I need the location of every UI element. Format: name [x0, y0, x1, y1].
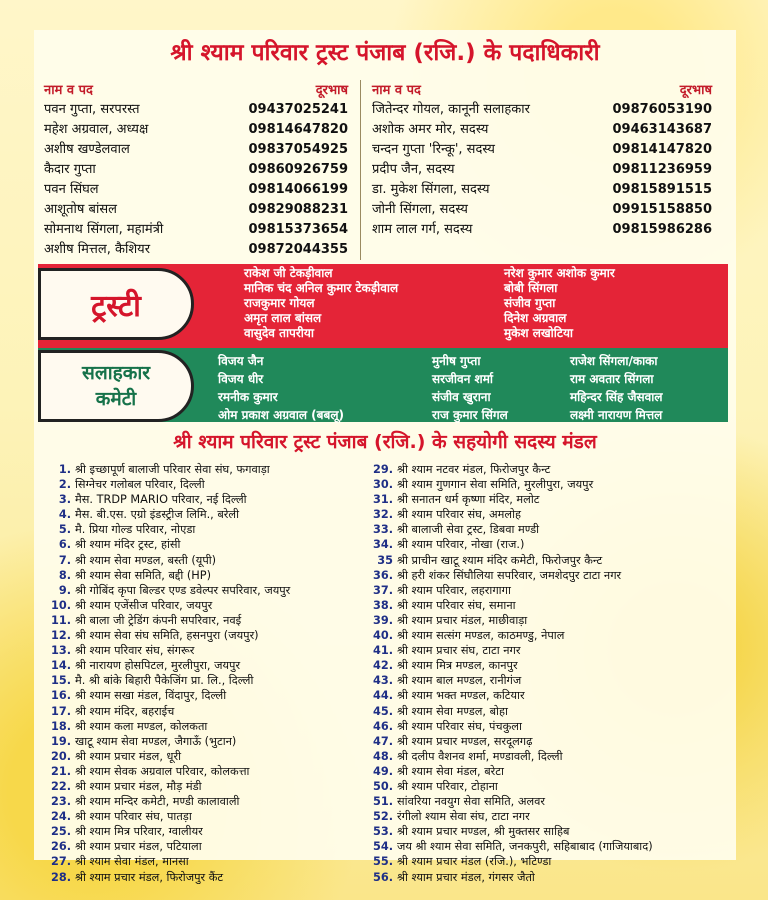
member-number: 27.	[50, 855, 71, 869]
trustee-col-1	[244, 266, 398, 341]
member-name: श्री श्याम गुणगान सेवा समिति, मुरलीपुरा, जयपुर	[397, 478, 594, 492]
member-item	[364, 824, 736, 839]
member-number: 32.	[372, 508, 393, 522]
officer-phone: 09860926759	[248, 162, 348, 177]
trustee-name: अमृत लाल बांसल	[244, 311, 322, 325]
member-number: 38.	[372, 598, 393, 612]
officers-header	[44, 80, 348, 100]
members-title: श्री श्याम परिवार ट्रस्ट पंजाब (रजि.) के सहयोगी सदस्य मंडल	[173, 431, 597, 453]
officer-name: जोनी सिंगला, सदस्य	[372, 202, 468, 217]
member-name: श्री श्याम परिवार संघ, संगरूर	[75, 644, 195, 658]
trustee-name: बोबी सिंगला	[504, 281, 558, 295]
officers-left	[44, 80, 348, 260]
member-name: श्री श्याम कला मण्डल, कोलकता	[75, 719, 208, 733]
member-name: श्री श्याम मित्र परिवार, ग्वालीयर	[75, 825, 203, 839]
member-name: रंगीलो श्याम सेवा संघ, टाटा नगर	[397, 810, 530, 824]
member-number: 36.	[372, 568, 393, 582]
committee-member: विजय धीर	[218, 372, 264, 386]
member-number: 56.	[372, 870, 393, 884]
trustee-name: मुकेश लखोटिया	[504, 326, 574, 340]
officer-row	[44, 120, 348, 140]
officer-phone: 09837054925	[248, 142, 348, 157]
member-number: 46.	[372, 719, 393, 733]
member-item	[42, 734, 372, 749]
trustee-label: ट्रस्टी	[38, 268, 194, 340]
member-name: श्री श्याम परिवार, लहरागागा	[397, 583, 511, 597]
member-number: 49.	[372, 764, 393, 778]
member-number: 17.	[50, 704, 71, 718]
officer-phone: 09437025241	[248, 102, 348, 117]
member-item	[364, 492, 736, 507]
member-item	[364, 839, 736, 854]
member-name: श्री श्याम सखा मंडल, विंदापुर, दिल्ली	[75, 689, 227, 703]
member-item	[364, 553, 736, 568]
member-name: श्री श्याम सेवक अग्रवाल परिवार, कोलकत्ता	[75, 764, 250, 778]
member-name: श्री बाला जी ट्रेडिंग कंपनी सपरिवार, नवई	[75, 613, 242, 627]
member-name: श्री श्याम परिवार संघ, पंचकुला	[397, 719, 522, 733]
trustee-name: दिनेश अग्रवाल	[504, 311, 567, 325]
member-item	[42, 779, 372, 794]
member-number: 22.	[50, 779, 71, 793]
officer-phone: 09814147820	[612, 142, 712, 157]
committee-member: सरजीवन शर्मा	[432, 372, 493, 386]
member-item	[364, 568, 736, 583]
member-number: 24.	[50, 810, 71, 824]
member-number: 6.	[58, 538, 71, 552]
trustee-name: नरेश कुमार अशोक कुमार	[504, 266, 615, 280]
member-item	[364, 719, 736, 734]
member-number: 33.	[372, 523, 393, 537]
trustee-name: वासुदेव तापरीया	[244, 326, 314, 340]
officer-phone: 09814647820	[248, 122, 348, 137]
trustee-name: मानिक चंद अनिल कुमार टेकड़ीवाल	[244, 281, 399, 295]
officer-name: अशोक अमर मोर, सदस्य	[372, 122, 489, 137]
member-name: खाटू श्याम सेवा मण्डल, जैगाऊँ (भुटान)	[75, 734, 237, 748]
officer-name: पवन गुप्ता, सरपरस्त	[44, 102, 140, 117]
officer-name: डा. मुकेश सिंगला, सदस्य	[372, 182, 490, 197]
officer-phone: 09811236959	[612, 162, 712, 177]
member-number: 1.	[58, 463, 71, 476]
member-number: 19.	[50, 734, 71, 748]
column-divider	[360, 80, 361, 260]
member-name: श्री दलीप वैशनव शर्मा, मण्डावली, दिल्ली	[397, 749, 563, 763]
member-number: 26.	[50, 840, 71, 854]
member-number: 47.	[372, 734, 393, 748]
member-name: सांवरिया नवयुग सेवा समिति, अलवर	[397, 795, 546, 809]
member-name: श्री श्याम सेवा संघ समिति, हसनपुरा (जयपुर)	[75, 629, 259, 643]
officer-row	[372, 160, 712, 180]
member-name: श्री श्याम सेवा मण्डल, बस्ती (यूपी)	[75, 553, 217, 567]
member-item	[364, 704, 736, 719]
member-number: 44.	[372, 689, 393, 703]
officer-phone: 09463143687	[612, 122, 712, 137]
member-name: श्री श्याम मन्दिर कमेटी, मण्डी कालावाली	[75, 795, 240, 809]
committee-label-line2: कमेटी	[95, 388, 137, 410]
member-item	[42, 613, 372, 628]
officer-phone: 09829088231	[248, 202, 348, 217]
trustee-col-2	[504, 266, 615, 341]
officer-name: जितेन्दर गोयल, कानूनी सलाहकार	[372, 102, 530, 117]
member-name: श्री श्याम सत्संग मण्डल, काठमण्डु, नेपाल	[397, 629, 565, 643]
member-item	[42, 477, 372, 492]
committee-col-1	[218, 352, 344, 424]
member-name: श्री श्याम प्रचार मंडल, फिरोजपुर कैंट	[75, 870, 224, 884]
member-number: 3.	[58, 493, 71, 507]
member-name: मैस. TRDP MARIO परिवार, नई दिल्ली	[75, 493, 247, 507]
member-item	[42, 643, 372, 658]
officer-row	[44, 240, 348, 260]
committee-member: संजीव खुराना	[432, 390, 491, 404]
officer-phone: 09814066199	[248, 182, 348, 197]
member-item	[42, 794, 372, 809]
member-number: 54.	[372, 840, 393, 854]
member-item	[42, 583, 372, 598]
committee-label	[38, 350, 194, 422]
member-item	[42, 688, 372, 703]
member-number: 13.	[50, 644, 71, 658]
member-name: श्री श्याम मंदिर ट्रस्ट, हांसी	[75, 538, 181, 552]
member-name: श्री नारायण होसपिटल, मुरलीपुरा, जयपुर	[75, 659, 241, 673]
member-number: 41.	[372, 644, 393, 658]
member-number: 10.	[50, 598, 71, 612]
member-name: श्री हरी शंकर सिंघौलिया सपरिवार, जमशेदपुर टाटा नगर	[397, 568, 622, 582]
committee-label-line1: सलाहकार	[81, 362, 151, 384]
member-name: श्री श्याम प्रचार मण्डल, श्री मुक्तसर साहिब	[397, 825, 570, 839]
officers-right	[372, 80, 712, 240]
header-phone: दूरभाष	[679, 83, 712, 98]
member-item	[364, 583, 736, 598]
member-number: 2.	[58, 478, 71, 492]
member-number: 7.	[58, 553, 71, 567]
member-name: श्री श्याम मित्र मण्डल, कानपुर	[397, 659, 518, 673]
member-name: श्री श्याम बाल मण्डल, रानीगंज	[397, 674, 522, 688]
member-item	[364, 658, 736, 673]
member-name: श्री श्याम एजेंसीज परिवार, जयपुर	[75, 598, 213, 612]
member-item	[42, 809, 372, 824]
member-item	[42, 492, 372, 507]
committee-member: महिन्दर सिंह जैसवाल	[570, 390, 663, 404]
committee-col-3	[570, 352, 663, 424]
member-name: श्री श्याम मंदिर, बहराईच	[75, 704, 175, 718]
member-number: 29.	[372, 463, 393, 476]
header-phone: दूरभाष	[315, 83, 348, 98]
member-number: 35	[377, 553, 393, 567]
member-item	[364, 764, 736, 779]
officer-name: पवन सिंघल	[44, 182, 99, 197]
member-number: 40.	[372, 629, 393, 643]
member-item	[364, 809, 736, 824]
officer-phone: 09876053190	[612, 102, 712, 117]
member-item	[42, 553, 372, 568]
member-name: श्री श्याम सेवा मंडल, बरेटा	[397, 764, 504, 778]
member-number: 52.	[372, 810, 393, 824]
officer-phone: 09815891515	[612, 182, 712, 197]
member-number: 43.	[372, 674, 393, 688]
member-item	[364, 598, 736, 613]
member-name: श्री श्याम भक्त मण्डल, कटियार	[397, 689, 525, 703]
member-item	[42, 673, 372, 688]
member-item	[364, 673, 736, 688]
member-number: 28.	[50, 870, 71, 884]
officer-row	[372, 200, 712, 220]
member-number: 34.	[372, 538, 393, 552]
officer-name: अशीष खण्डेलवाल	[44, 142, 130, 157]
header-name: नाम व पद	[372, 83, 421, 98]
member-number: 18.	[50, 719, 71, 733]
member-item	[364, 522, 736, 537]
committee-member: लक्ष्मी नारायण मित्तल	[570, 408, 663, 422]
member-item	[364, 794, 736, 809]
committee-member: राजेश सिंगला/काका	[570, 354, 658, 368]
member-number: 55.	[372, 855, 393, 869]
member-name: श्री श्याम प्रचार मंडल (रजि.), भटिण्डा	[397, 855, 552, 869]
member-number: 45.	[372, 704, 393, 718]
member-item	[42, 628, 372, 643]
committee-col-2	[432, 352, 508, 424]
member-name: श्री श्याम नटवर मंडल, फिरोजपुर कैन्ट	[397, 463, 551, 476]
member-number: 23.	[50, 795, 71, 809]
member-number: 21.	[50, 764, 71, 778]
member-number: 11.	[50, 613, 71, 627]
member-item	[42, 522, 372, 537]
officer-row	[44, 100, 348, 120]
member-number: 20.	[50, 749, 71, 763]
members-right-list	[364, 462, 736, 885]
member-name: श्री बालाजी सेवा ट्रस्ट, डिबवा मण्डी	[397, 523, 540, 537]
member-name: मै. प्रिया गोल्ड परिवार, नोएडा	[75, 523, 196, 537]
member-name: श्री श्याम परिवार, नोखा (राज.)	[397, 538, 525, 552]
member-number: 14.	[50, 659, 71, 673]
member-item	[42, 568, 372, 583]
member-number: 53.	[372, 825, 393, 839]
member-name: श्री श्याम सेवा मण्डल, बोहा	[397, 704, 508, 718]
officer-row	[44, 160, 348, 180]
member-name: श्री श्याम प्रचार मंडल, धूरी	[75, 749, 182, 763]
committee-member: रमनीक कुमार	[218, 390, 278, 404]
member-number: 15.	[50, 674, 71, 688]
member-number: 8.	[58, 568, 71, 582]
member-name: श्री श्याम प्रचार मंडल, पटियाला	[75, 840, 202, 854]
member-item	[364, 507, 736, 522]
member-number: 51.	[372, 795, 393, 809]
member-number: 42.	[372, 659, 393, 673]
member-item	[364, 749, 736, 764]
committee-member: राम अवतार सिंगला	[570, 372, 654, 386]
officer-row	[44, 180, 348, 200]
member-name: मै. श्री बांके बिहारी पैकेजिंग प्रा. लि., दिल्ली	[75, 674, 254, 688]
member-item	[364, 779, 736, 794]
member-name: श्री श्याम प्रचार मंडल, माछीवाड़ा	[397, 613, 528, 627]
member-name: श्री प्राचीन खाटू श्याम मंदिर कमेटी, फिरोजपुर कैन्ट	[397, 553, 603, 567]
member-number: 5.	[58, 523, 71, 537]
member-item	[364, 854, 736, 869]
officer-phone: 09872044355	[248, 242, 348, 257]
committee-member: मुनीष गुप्ता	[432, 354, 481, 368]
member-item	[364, 870, 736, 885]
officer-name: प्रदीप जैन, सदस्य	[372, 162, 455, 177]
member-name: श्री श्याम प्रचार मण्डल, सरदूलगढ़	[397, 734, 533, 748]
member-item	[364, 688, 736, 703]
officers-header	[372, 80, 712, 100]
trustee-name: राकेश जी टेकड़ीवाल	[244, 266, 333, 280]
officer-row	[372, 180, 712, 200]
member-name: श्री सनातन धर्म कृष्णा मंदिर, मलोट	[397, 493, 540, 507]
member-item	[364, 462, 736, 477]
member-number: 9.	[58, 583, 71, 597]
committee-member: राज कुमार सिंगल	[432, 408, 508, 422]
member-name: मैस. बी.एस. एग्रो इंडस्ट्रीज लिमि., बरेली	[75, 508, 240, 522]
member-item	[42, 839, 372, 854]
member-number: 39.	[372, 613, 393, 627]
member-number: 25.	[50, 825, 71, 839]
officer-row	[44, 220, 348, 240]
member-item	[364, 477, 736, 492]
officer-row	[44, 200, 348, 220]
member-item	[42, 719, 372, 734]
officer-name: शाम लाल गर्ग, सदस्य	[372, 222, 473, 237]
officer-name: सोमनाथ सिंगला, महामंत्री	[44, 222, 164, 237]
officer-name: आशूतोष बांसल	[44, 202, 117, 217]
member-item	[364, 643, 736, 658]
member-item	[364, 537, 736, 552]
member-number: 37.	[372, 583, 393, 597]
member-item	[42, 537, 372, 552]
member-number: 31.	[372, 493, 393, 507]
officer-phone: 09815373654	[248, 222, 348, 237]
member-name: श्री श्याम प्रचार संघ, टाटा नगर	[397, 644, 521, 658]
member-name: श्री श्याम प्रचार मंडल, गंगसर जैतो	[397, 870, 535, 884]
member-item	[42, 870, 372, 885]
header-name: नाम व पद	[44, 83, 93, 98]
member-name: जय श्री श्याम सेवा समिति, जनकपुरी, सहिबाबाद (गाजियाबाद)	[397, 840, 653, 854]
member-item	[364, 734, 736, 749]
committee-member: ओम प्रकाश अग्रवाल (बबलू)	[218, 408, 344, 422]
member-item	[42, 749, 372, 764]
officer-name: चन्दन गुप्ता 'रिन्कू', सदस्य	[372, 142, 495, 157]
officer-row	[372, 120, 712, 140]
member-number: 16.	[50, 689, 71, 703]
officer-phone: 09815986286	[612, 222, 712, 237]
member-name: श्री श्याम परिवार, टोहाना	[397, 779, 498, 793]
member-name: श्री श्याम सेवा समिति, बद्दी (HP)	[75, 568, 211, 582]
member-item	[364, 628, 736, 643]
member-item	[42, 507, 372, 522]
member-item	[42, 462, 372, 477]
member-item	[42, 658, 372, 673]
member-item	[42, 598, 372, 613]
trustee-name: संजीव गुप्ता	[504, 296, 556, 310]
member-number: 12.	[50, 629, 71, 643]
member-item	[364, 613, 736, 628]
member-item	[42, 704, 372, 719]
officer-row	[372, 220, 712, 240]
member-name: श्री श्याम सेवा मंडल, मानसा	[75, 855, 189, 869]
trustee-name: राजकुमार गोयल	[244, 296, 315, 310]
officer-row	[372, 100, 712, 120]
member-item	[42, 854, 372, 869]
member-name: श्री गोबिंद कृपा बिल्डर एण्ड डवेल्पर सपरिवार, जयपुर	[75, 583, 291, 597]
member-name: श्री श्याम परिवार संघ, अमलोह	[397, 508, 521, 522]
member-number: 48.	[372, 749, 393, 763]
member-number: 4.	[58, 508, 71, 522]
officer-name: महेश अग्रवाल, अध्यक्ष	[44, 122, 149, 137]
committee-member: विजय जैन	[218, 354, 264, 368]
member-name: श्री श्याम परिवार संघ, समाना	[397, 598, 516, 612]
member-name: श्री श्याम परिवार संघ, पातड़ा	[75, 810, 192, 824]
member-number: 50.	[372, 779, 393, 793]
member-name: सिग्नेचर गलोबल परिवार, दिल्ली	[75, 478, 205, 492]
member-item	[42, 824, 372, 839]
page-title: श्री श्याम परिवार ट्रस्ट पंजाब (रजि.) के पदाधिकारी	[170, 40, 600, 66]
member-item	[42, 764, 372, 779]
member-name: श्री श्याम प्रचार मंडल, मौड़ मंडी	[75, 779, 202, 793]
officer-row	[44, 140, 348, 160]
officer-name: अशीष मित्तल, कैशियर	[44, 242, 151, 257]
officer-name: कैदार गुप्ता	[44, 162, 96, 177]
member-number: 30.	[372, 478, 393, 492]
officer-phone: 09915158850	[612, 202, 712, 217]
officer-row	[372, 140, 712, 160]
members-left-list	[42, 462, 372, 885]
member-name: श्री इच्छापूर्ण बालाजी परिवार सेवा संघ, फगवाड़ा	[75, 463, 270, 476]
